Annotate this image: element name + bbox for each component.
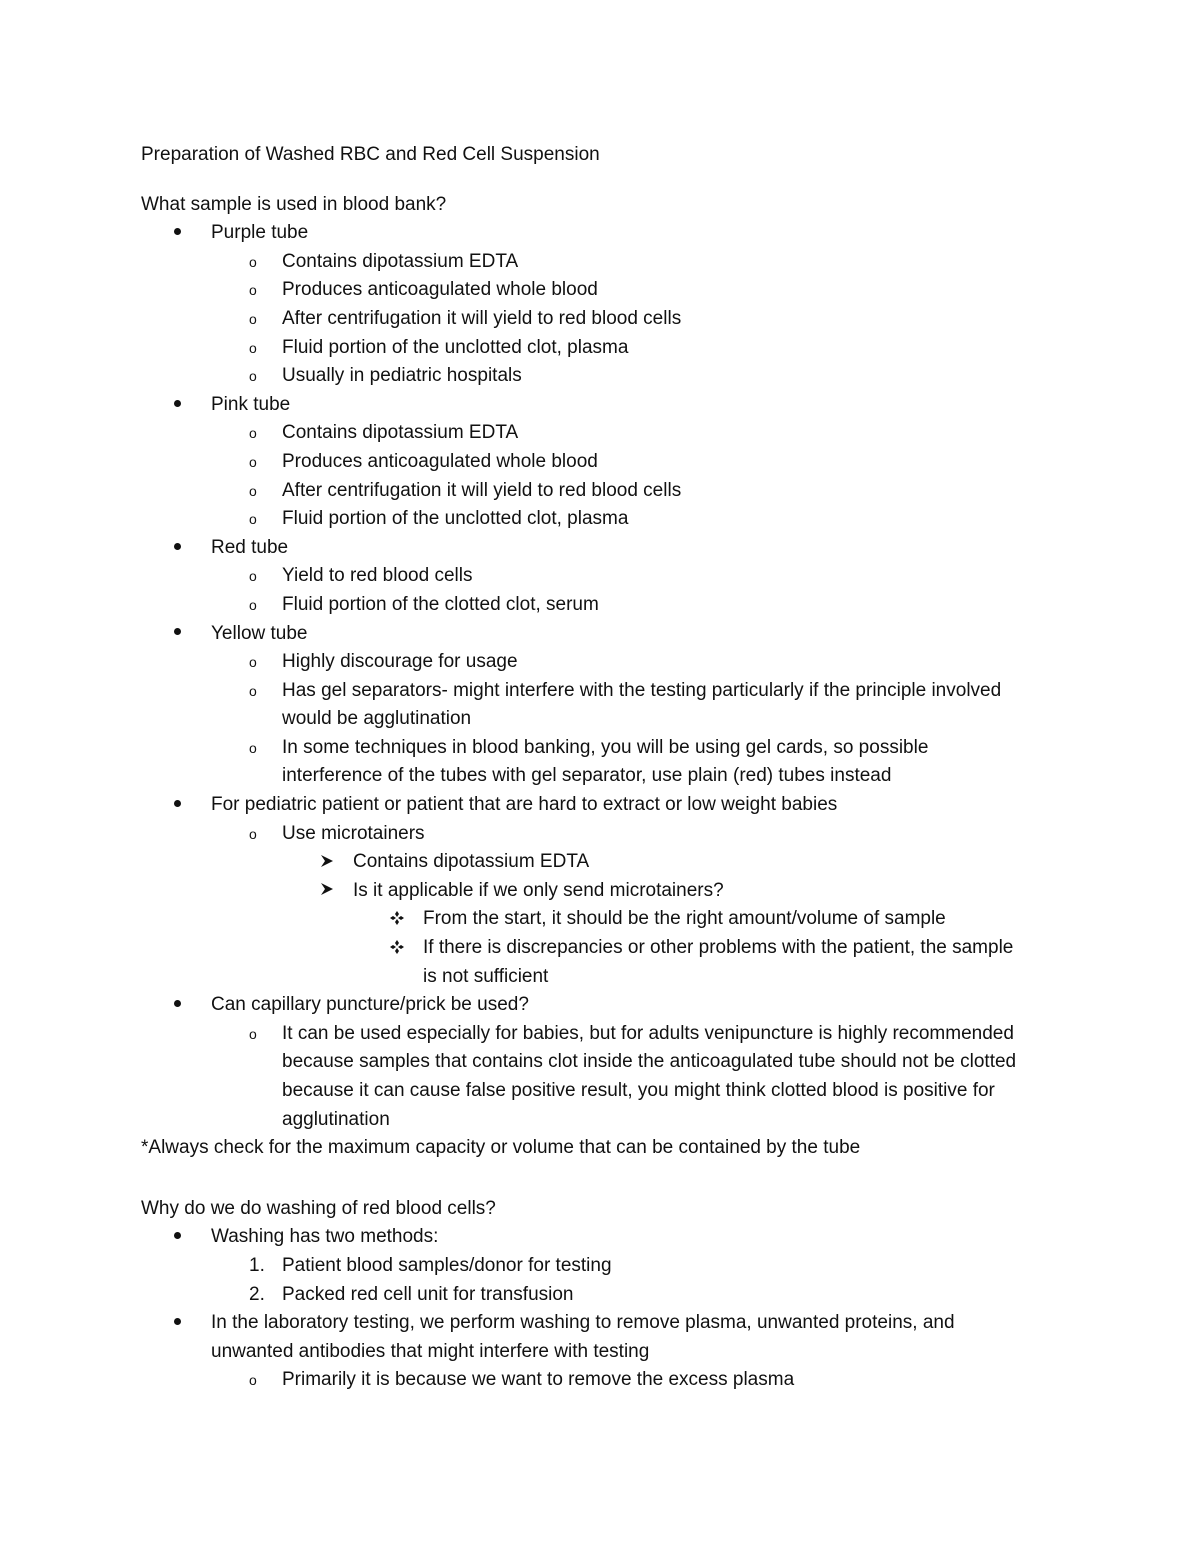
- diamond-list-item-continuation: [141, 963, 1071, 992]
- list-item: [141, 391, 1071, 420]
- bullet-icon: [174, 534, 198, 563]
- circle-bullet-icon: o: [249, 339, 257, 356]
- bullet-icon: [174, 391, 198, 420]
- sub-list-item-label: Contains dipotassium EDTA: [282, 422, 519, 444]
- bullet-icon: [174, 991, 198, 1020]
- note-text: *Always check for the maximum capacity or volume that can be contained by the tube: [141, 1137, 861, 1159]
- document-page: [141, 141, 1071, 1395]
- sub-list-item: [141, 362, 1071, 391]
- four-diamond-bullet-icon: [390, 905, 414, 934]
- sub-list-item-continuation: [141, 1048, 1071, 1077]
- sub-list-item-label: After centrifugation it will yield to red blood cells: [282, 307, 682, 329]
- sub-list-item-label: Has gel separators- might interfere with the testing particularly if the principle involved: [282, 679, 1002, 701]
- sub-list-item-label: Usually in pediatric hospitals: [282, 365, 522, 387]
- sub-list-item-label: Fluid portion of the unclotted clot, plasma: [282, 508, 629, 530]
- list-item: [141, 1223, 1071, 1252]
- sub-list-item: [141, 334, 1071, 363]
- circle-bullet-icon: o: [249, 511, 257, 528]
- diamond-list-item-label: From the start, it should be the right amount/volume of sample: [423, 908, 946, 930]
- numbered-list-item-label: Patient blood samples/donor for testing: [282, 1254, 612, 1276]
- sub-list-item-label: because it can cause false positive result, you might think clotted blood is positive for: [282, 1080, 995, 1101]
- list-number: 2.: [249, 1283, 265, 1305]
- sub-list-item: [141, 648, 1071, 677]
- sub-list-item: [141, 1020, 1071, 1049]
- sub-list-item-label: Produces anticoagulated whole blood: [282, 279, 598, 301]
- list-item-continuation: [141, 1338, 1071, 1367]
- list-item: [141, 1309, 1071, 1338]
- sub-list-item: [141, 477, 1071, 506]
- sub-list-item-label: Produces anticoagulated whole blood: [282, 450, 598, 472]
- circle-bullet-icon: o: [249, 1025, 257, 1042]
- bullet-icon: [174, 620, 198, 649]
- arrow-list-item-label: Contains dipotassium EDTA: [353, 851, 590, 873]
- sub-list-item-label: because samples that contains clot inside the anticoagulated tube should not be clotted: [282, 1051, 1017, 1073]
- sub-list-item: [141, 248, 1071, 277]
- list-item-label: Purple tube: [211, 222, 309, 244]
- sub-list-item-label: Fluid portion of the unclotted clot, plasma: [282, 336, 629, 358]
- list-item-label: Yellow tube: [211, 622, 308, 644]
- list-item-label: Red tube: [211, 536, 289, 558]
- circle-bullet-icon: o: [249, 425, 257, 442]
- numbered-list-item: [141, 1281, 1071, 1310]
- circle-bullet-icon: o: [249, 825, 257, 842]
- circle-bullet-icon: o: [249, 253, 257, 270]
- sub-list-item-label: Contains dipotassium EDTA: [282, 250, 519, 272]
- circle-bullet-icon: o: [249, 682, 257, 699]
- diamond-list-item: [141, 934, 1071, 963]
- sub-list-item-label: It can be used especially for babies, but for adults venipuncture is highly recommended: [282, 1022, 1014, 1044]
- sub-list-item-label: Highly discourage for usage: [282, 651, 518, 673]
- spacer: [141, 170, 1071, 191]
- sub-list-item-continuation: [141, 762, 1071, 791]
- document-title: Preparation of Washed RBC and Red Cell Suspension: [141, 144, 600, 165]
- list-item-label: Pink tube: [211, 393, 291, 415]
- list-item: [141, 620, 1071, 649]
- sub-list-item: [141, 820, 1071, 849]
- circle-bullet-icon: o: [249, 282, 257, 299]
- sub-list-item: [141, 1366, 1071, 1395]
- circle-bullet-icon: o: [249, 453, 257, 470]
- bullet-icon: [174, 1309, 198, 1338]
- diamond-list-item: [141, 905, 1071, 934]
- list-item: [141, 991, 1071, 1020]
- sub-list-item-label: Use microtainers: [282, 822, 425, 844]
- list-item-label: unwanted antibodies that might interfere with testing: [211, 1340, 650, 1362]
- sub-list-item: [141, 591, 1071, 620]
- section-question: Why do we do washing of red blood cells?: [141, 1197, 496, 1219]
- circle-bullet-icon: o: [249, 654, 257, 671]
- sub-list-item-label: In some techniques in blood banking, you will be using gel cards, so possible: [282, 736, 929, 758]
- section-question: What sample is used in blood bank?: [141, 193, 447, 215]
- list-item: [141, 791, 1071, 820]
- sub-list-item: [141, 734, 1071, 763]
- sub-list-item-label: interference of the tubes with gel separator, use plain (red) tubes instead: [282, 765, 892, 787]
- bullet-icon: [174, 1223, 198, 1252]
- diamond-list-item-label: If there is discrepancies or other problems with the patient, the sample: [423, 937, 1014, 959]
- sub-list-item: [141, 419, 1071, 448]
- circle-bullet-icon: o: [249, 310, 257, 327]
- sub-list-item-continuation: [141, 1106, 1071, 1135]
- sub-list-item: [141, 276, 1071, 305]
- list-item-label: In the laboratory testing, we perform washing to remove plasma, unwanted proteins, and: [211, 1312, 955, 1334]
- sub-list-item-continuation: [141, 1077, 1071, 1106]
- arrow-list-item-label: Is it applicable if we only send microtainers?: [353, 879, 724, 901]
- circle-bullet-icon: o: [249, 368, 257, 385]
- bullet-icon: [174, 219, 198, 248]
- list-item-label: For pediatric patient or patient that are hard to extract or low weight babies: [211, 794, 838, 816]
- sub-list-item: [141, 448, 1071, 477]
- sub-list-item-label: Fluid portion of the clotted clot, serum: [282, 593, 599, 615]
- sub-list-item-label: Primarily it is because we want to remove the excess plasma: [282, 1369, 795, 1391]
- numbered-list-item: [141, 1252, 1071, 1281]
- circle-bullet-icon: o: [249, 482, 257, 499]
- circle-bullet-icon: o: [249, 1372, 257, 1389]
- sub-list-item-continuation: [141, 705, 1071, 734]
- arrow-bullet-icon: [320, 877, 344, 906]
- bullet-icon: [174, 791, 198, 820]
- list-item-label: Can capillary puncture/prick be used?: [211, 994, 529, 1016]
- list-item: [141, 534, 1071, 563]
- arrow-list-item: [141, 848, 1071, 877]
- sub-list-item-label: After centrifugation it will yield to red blood cells: [282, 479, 682, 501]
- list-number: 1.: [249, 1254, 265, 1276]
- sub-list-item: [141, 562, 1071, 591]
- list-item-label: Washing has two methods:: [211, 1226, 439, 1248]
- diamond-list-item-label: is not sufficient: [423, 965, 549, 987]
- circle-bullet-icon: o: [249, 568, 257, 585]
- sub-list-item-label: agglutination: [282, 1108, 390, 1130]
- sub-list-item: [141, 305, 1071, 334]
- circle-bullet-icon: o: [249, 739, 257, 756]
- circle-bullet-icon: o: [249, 596, 257, 613]
- spacer: [141, 1163, 1071, 1195]
- numbered-list-item-label: Packed red cell unit for transfusion: [282, 1283, 574, 1305]
- list-item: [141, 219, 1071, 248]
- sub-list-item-label: would be agglutination: [282, 708, 472, 730]
- four-diamond-bullet-icon: [390, 934, 414, 963]
- arrow-bullet-icon: [320, 848, 344, 877]
- sub-list-item-label: Yield to red blood cells: [282, 565, 473, 587]
- sub-list-item: [141, 677, 1071, 706]
- arrow-list-item: [141, 877, 1071, 906]
- sub-list-item: [141, 505, 1071, 534]
